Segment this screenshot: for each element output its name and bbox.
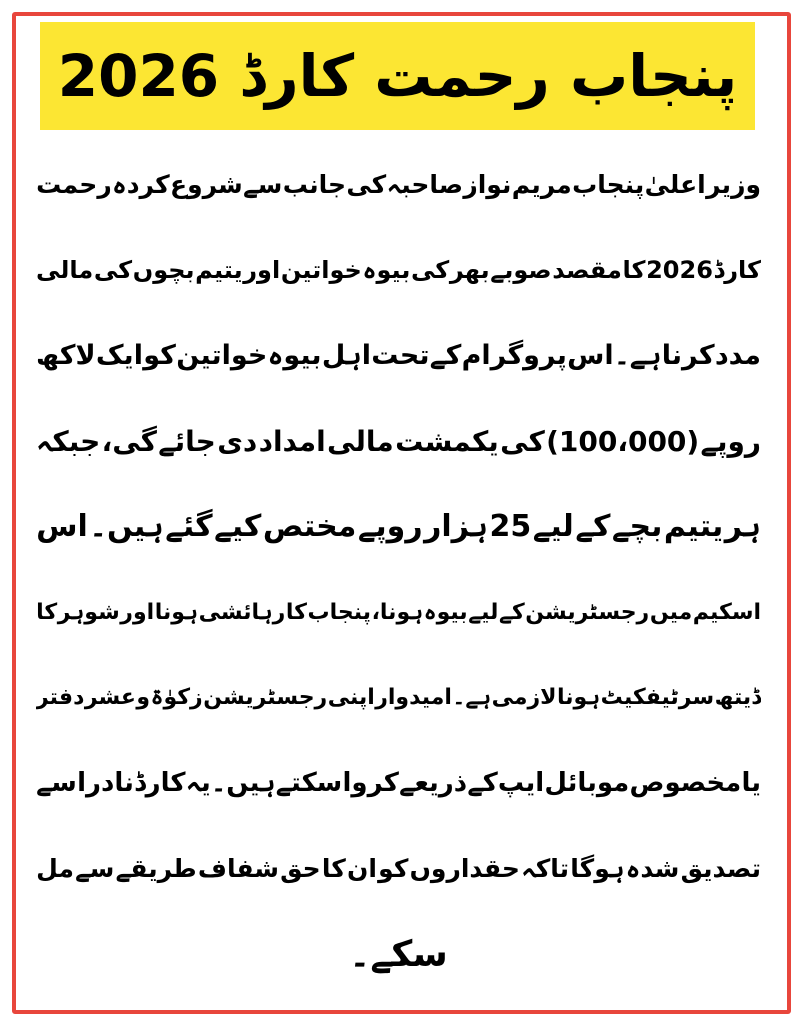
paragraph-word: نواز [463, 170, 512, 200]
paragraph-word: کی [500, 424, 545, 458]
paragraph-word: مالی [36, 256, 94, 285]
paragraph-word: کرنا [661, 340, 715, 372]
paragraph-word: ہیں۔ [211, 768, 276, 799]
paragraph-word: اعلیٰ [644, 170, 706, 200]
paragraph-word: جبکہ [36, 424, 101, 458]
paragraph-word: مالی [327, 424, 394, 458]
paragraph-word: سرٹیفکیٹ [600, 685, 715, 711]
paragraph-word: کردہ [112, 170, 170, 200]
paragraph-word: ہونا، [371, 599, 424, 625]
paragraph-word: ان [347, 854, 377, 884]
paragraph-word: شدہ [625, 854, 680, 884]
paragraph-word: صوبے [490, 256, 552, 285]
paragraph-word: دفتر [36, 685, 85, 711]
paragraph-word: رجسٹریشن [525, 599, 650, 625]
paragraph-word: کا [285, 599, 307, 625]
paragraph-word: ہر [724, 509, 761, 545]
paragraph-word: ذریعے [399, 768, 468, 799]
paragraph-word: جانب [282, 170, 346, 200]
paragraph-word: مدد [714, 340, 761, 372]
paragraph-word: مل [36, 854, 74, 884]
paragraph-word: رہائشی [198, 599, 286, 625]
paragraph-word: تصدیق [680, 854, 761, 884]
paragraph-word: پروگرام [461, 340, 567, 372]
paragraph-word: حقداروں [409, 854, 520, 884]
paragraph-word: ہزار [424, 509, 488, 545]
paragraph-word: ہونا [154, 599, 198, 625]
paragraph-word: یا [741, 768, 761, 799]
paragraph-word: کروا [342, 768, 399, 799]
paragraph-word: سے [36, 768, 77, 799]
paragraph-word: کی [410, 256, 450, 285]
paragraph-word: ایپ [497, 768, 545, 799]
paragraph-word: ہے۔ [613, 340, 662, 372]
paragraph-line [36, 741, 761, 827]
page-title: پنجاب رحمت کارڈ 2026 [57, 42, 738, 110]
paragraph-word: جائے [158, 424, 216, 458]
paragraph-word: سے [243, 170, 283, 200]
paragraph-word: و [136, 685, 151, 711]
paragraph-line [36, 826, 761, 912]
paragraph-word: زکوٰۃ [150, 685, 203, 711]
paragraph-word: مقصد [552, 256, 622, 285]
paragraph-word: نادرا [77, 768, 134, 799]
paragraph-word: کو [378, 854, 409, 884]
paragraph-word: بچے [611, 509, 663, 545]
paragraph-word: کارڈ [134, 768, 186, 799]
paragraph-word: کی [346, 170, 387, 200]
paragraph-word: ہے۔ [452, 685, 492, 711]
paragraph-word: طریقے [115, 854, 197, 884]
paragraph-word: کے [575, 509, 611, 545]
paragraph-word: کی [93, 256, 133, 285]
paragraph-word: رحمت [36, 170, 112, 200]
paragraph-word: امداد [258, 424, 326, 458]
paragraph-word: صاحبہ [386, 170, 463, 200]
paragraph-word: اور [243, 256, 281, 285]
paragraph-word: گئے [165, 509, 213, 545]
paragraph-word: اپنی [327, 685, 375, 711]
paragraph-word: کیے [214, 509, 262, 545]
article-paragraph [36, 142, 761, 997]
paragraph-word: کا [36, 599, 58, 625]
paragraph-word: کو [143, 340, 176, 372]
paragraph-line [36, 399, 761, 485]
paragraph-word: عشر [84, 685, 136, 711]
paragraph-word: میں [649, 599, 693, 625]
paragraph-word: تاکہ [521, 854, 570, 884]
paragraph-word: ہونا [556, 685, 601, 711]
paragraph-word: پنجاب [572, 170, 645, 200]
paragraph-word: وزیر [706, 170, 761, 200]
paragraph-line [36, 570, 761, 656]
paragraph-word: 25 [489, 509, 532, 545]
paragraph-word: سے [75, 854, 115, 884]
paragraph-line [36, 655, 761, 741]
paragraph-word: رجسٹریشن [203, 685, 328, 711]
paragraph-word: بچوں [132, 256, 195, 285]
paragraph-word: یتیم [663, 509, 724, 545]
paragraph-word: اسکیم [692, 599, 761, 625]
paragraph-word: لازمی [491, 685, 557, 711]
paragraph-word: اور [120, 599, 155, 625]
paragraph-word: دی [217, 424, 258, 458]
paragraph-word: بیوہ [362, 256, 411, 285]
paragraph-word: لیے [532, 509, 574, 545]
paragraph-line: سکے۔ [349, 933, 448, 975]
paragraph-word: مختص [262, 509, 357, 545]
paragraph-word: یکمشت [395, 424, 499, 458]
paragraph-word: بھر [449, 256, 490, 285]
paragraph-word: کا [622, 256, 646, 285]
paragraph-word: اس [567, 340, 614, 372]
paragraph-word: مخصوص [629, 768, 742, 799]
paragraph-line [36, 228, 761, 314]
paragraph-word: ایک [95, 340, 143, 372]
paragraph-word: خواتین [176, 340, 268, 372]
paragraph-word: پنجاب [307, 599, 371, 625]
paragraph-line [36, 484, 761, 570]
paragraph-word: یتیم [195, 256, 243, 285]
paragraph-word: ڈیتھ [714, 685, 761, 711]
paragraph-line [36, 142, 761, 228]
paragraph-word: مریم [511, 170, 572, 200]
paragraph-word: روپے [700, 424, 761, 458]
paragraph-word: امیدوار [375, 685, 452, 711]
paragraph-word: خواتین [280, 256, 362, 285]
paragraph-word: شروع [170, 170, 243, 200]
paragraph-word: بیوہ [267, 340, 322, 372]
paragraph-word: کا [321, 854, 346, 884]
paragraph-word: بیوہ [423, 599, 468, 625]
paragraph-word: کے [498, 599, 525, 625]
paragraph-word: حق [280, 854, 321, 884]
paragraph-word: اہل [321, 340, 371, 372]
paragraph-word: روپے [357, 509, 423, 545]
paragraph-word: (100،000) [546, 424, 700, 458]
paragraph-word: سکتے [275, 768, 343, 799]
paragraph-word: یہ [185, 768, 211, 799]
paragraph-word: ہوگا [570, 854, 625, 884]
paragraph-word: 2026 [646, 256, 713, 285]
paragraph-word: کارڈ [713, 256, 761, 285]
paragraph-word: شفاف [197, 854, 279, 884]
paragraph-word: موبائل [544, 768, 630, 799]
paragraph-word: تحت [371, 340, 430, 372]
paragraph-word: لاکھ [36, 340, 96, 372]
title-banner [40, 22, 755, 130]
paragraph-word: لیے [468, 599, 499, 625]
paragraph-word: کے [467, 768, 498, 799]
paragraph-word: کے [429, 340, 462, 372]
paragraph-word: ہیں۔ [89, 509, 164, 545]
paragraph-word: اس [36, 509, 88, 545]
paragraph-word: گی، [101, 424, 157, 458]
paragraph-word: شوہر [57, 599, 120, 625]
paragraph-line [36, 313, 761, 399]
